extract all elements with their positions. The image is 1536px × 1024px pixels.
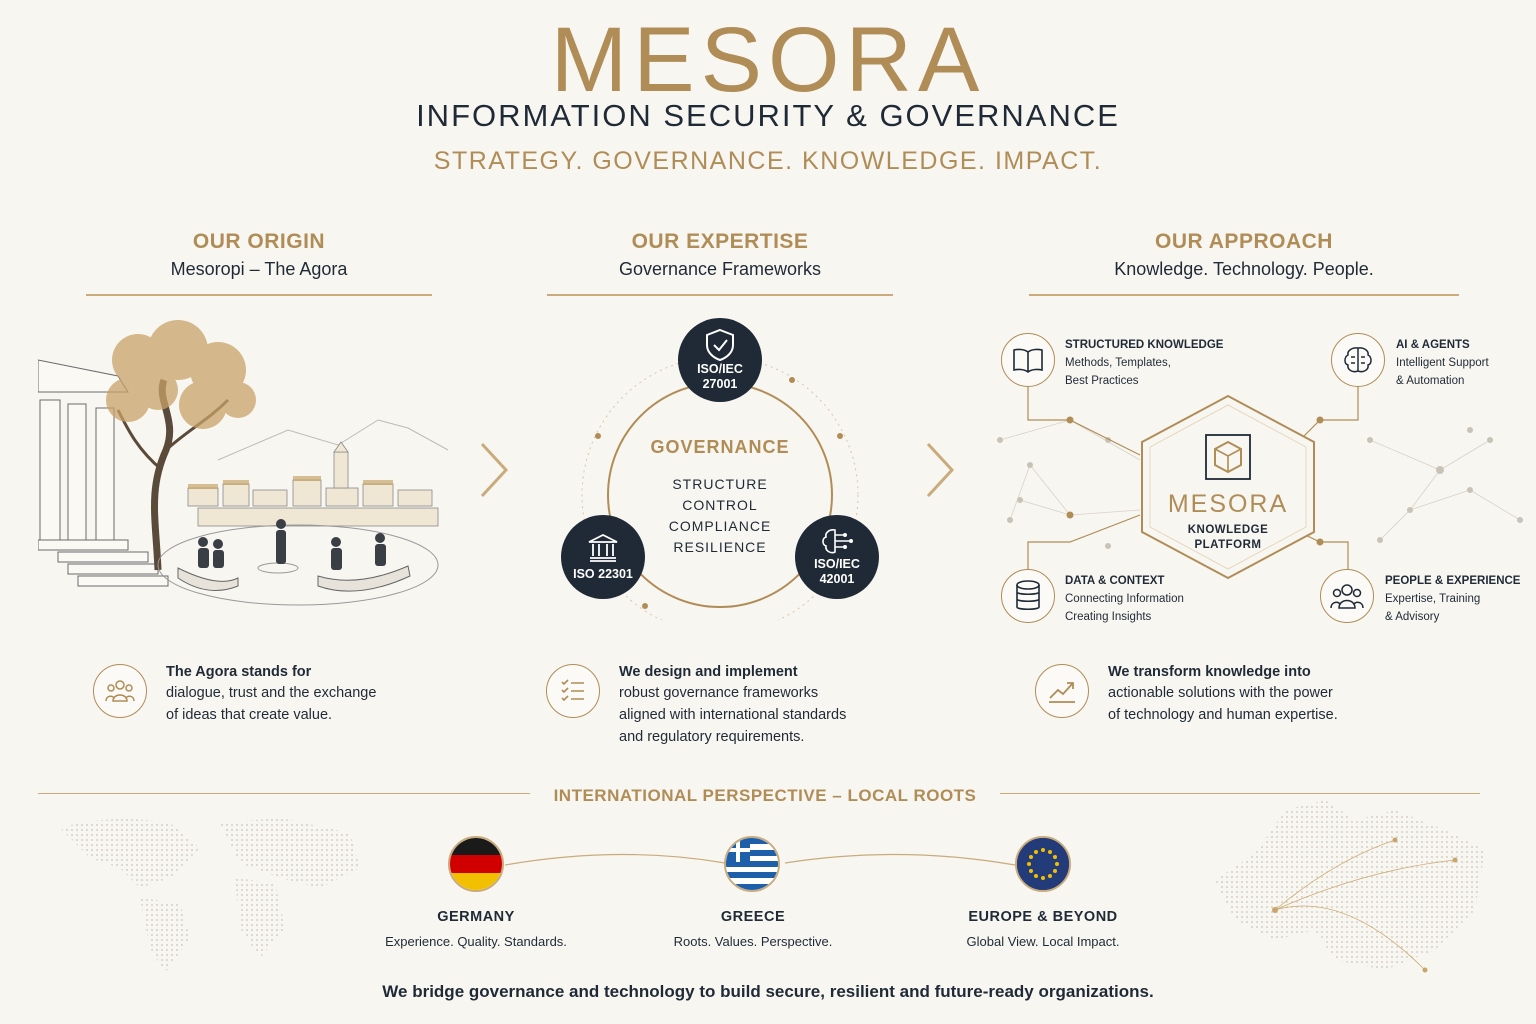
iso-22301-badge [561,515,645,599]
agora-illustration [38,320,450,610]
node-line: Intelligent Support [1396,357,1489,369]
country-tagline: Roots. Values. Perspective. [673,934,833,949]
country-tagline: Experience. Quality. Standards. [385,934,567,949]
brand-tagline: STRATEGY. GOVERNANCE. KNOWLEDGE. IMPACT. [433,147,1103,175]
platform-title: MESORA [1167,490,1289,518]
governance-item: CONTROL [682,497,758,513]
approach-desc-line: actionable solutions with the power [1108,685,1333,701]
brain-circuit-icon [819,527,855,557]
iso-badge-line1: ISO/IEC [697,362,743,376]
origin-desc-line: dialogue, trust and the exchange [166,685,377,701]
origin-desc-line: of ideas that create value. [166,707,333,723]
node-title: AI & AGENTS [1396,339,1470,351]
expertise-subheading: Governance Frameworks [618,259,822,279]
approach-divider [1029,294,1459,296]
node-line: & Automation [1396,375,1465,387]
expertise-desc-line: and regulatory requirements. [619,729,805,745]
governance-item: STRUCTURE [672,476,768,492]
brand-title: MESORA [550,9,986,111]
iso-badge-line2: 27001 [702,377,738,391]
country-name: GREECE [720,909,786,925]
chevron-right-icon [924,440,958,500]
governance-title: GOVERNANCE [650,437,790,457]
iso-27001-badge [678,318,762,402]
iso-badge-line2: 42001 [819,572,855,586]
approach-desc-line: of technology and human expertise. [1108,707,1338,723]
international-heading: INTERNATIONAL PERSPECTIVE – LOCAL ROOTS [553,786,977,805]
expertise-desc-title: We design and implement [619,664,798,680]
node-line: Best Practices [1065,375,1139,387]
iso-badge-line1: ISO 22301 [573,566,633,581]
people-icon [1320,569,1374,623]
institution-icon [587,533,619,563]
node-line: Connecting Information [1065,593,1184,605]
platform-sub: KNOWLEDGE [1187,524,1269,536]
europe-map-dots [1195,800,1495,980]
expertise-heading: OUR EXPERTISE [631,230,809,253]
divider-right [1000,793,1480,794]
approach-desc-title: We transform knowledge into [1108,664,1311,680]
growth-chart-icon [1035,664,1089,718]
germany-flag-icon [448,836,504,892]
community-icon [93,664,147,718]
brand-subtitle: INFORMATION SECURITY & GOVERNANCE [416,98,1120,133]
origin-desc-title: The Agora stands for [166,664,312,680]
eu-flag-icon [1015,836,1071,892]
country-name: EUROPE & BEYOND [968,909,1118,925]
database-icon [1001,569,1055,623]
iso-42001-badge [795,515,879,599]
approach-subheading: Knowledge. Technology. People. [1114,259,1374,279]
chevron-right-icon [478,440,512,500]
divider-left [38,793,530,794]
node-title: PEOPLE & EXPERIENCE [1385,575,1521,587]
node-line: & Advisory [1385,611,1440,623]
brain-icon [1331,333,1385,387]
origin-divider [86,294,432,296]
greece-flag-icon [724,836,780,892]
world-map-dots [50,808,370,978]
checklist-icon [546,664,600,718]
shield-check-icon [704,328,736,362]
governance-item: RESILIENCE [673,539,767,555]
country-tagline: Global View. Local Impact. [966,934,1120,949]
approach-heading: OUR APPROACH [1155,230,1333,253]
expertise-divider [547,294,893,296]
cube-logo-icon [1204,433,1252,481]
origin-subheading: Mesoropi – The Agora [170,259,348,279]
governance-item: COMPLIANCE [668,518,772,534]
closing-statement: We bridge governance and technology to build secure, resilient and future-ready organizations. [382,982,1154,1001]
node-line: Expertise, Training [1385,593,1481,605]
book-icon [1001,333,1055,387]
node-line: Methods, Templates, [1065,357,1171,369]
expertise-desc-line: robust governance frameworks [619,685,819,701]
node-title: DATA & CONTEXT [1065,575,1165,587]
node-title: STRUCTURED KNOWLEDGE [1065,339,1224,351]
origin-heading: OUR ORIGIN [192,230,326,253]
expertise-desc-line: aligned with international standards [619,707,847,723]
node-line: Creating Insights [1065,611,1152,623]
iso-badge-line1: ISO/IEC [814,557,860,571]
country-name: GERMANY [437,909,515,925]
platform-sub: PLATFORM [1194,539,1262,551]
